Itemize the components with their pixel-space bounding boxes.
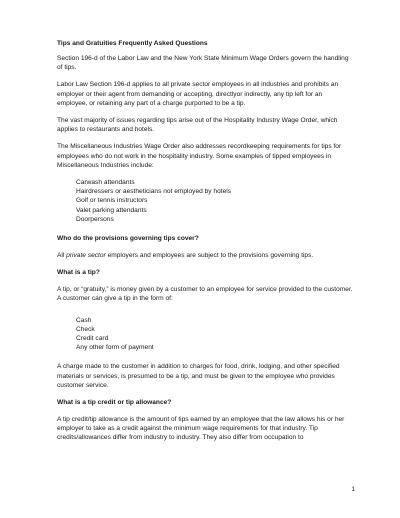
intro-paragraph-3: The vast majority of issues regarding tips arise out of the Hospitality Industry Wage Order, which applies to restaurants and hotels. bbox=[57, 117, 338, 134]
list-item: Doorpersons bbox=[76, 215, 114, 223]
page-number: 1 bbox=[351, 486, 355, 493]
intro-paragraph-4: The Miscellaneous Industries Wage Order also addresses recordkeeping requirements for tips for employees who do not work in the hospitality industry. Some examples of tipped employees in Miscellaneous Industries include: bbox=[57, 143, 342, 169]
document-title: Tips and Gratuities Frequently Asked Questions bbox=[57, 40, 208, 47]
intro-paragraph-2: Labor Law Section 196-d applies to all private sector employees in all industries and prohibits an employer or their agent from demanding or accepting, directlyor indirectly, any tip left for an employee, or retaining any part of a charge purported to be a tip. bbox=[57, 81, 339, 107]
list-item: Check bbox=[76, 325, 95, 333]
charge-note-paragraph: A charge made to the customer in addition to charges for food, drink, lodging, and other specified materials or services, is presumed to be a tip, and must be given to the employee who provides customer service. bbox=[57, 363, 340, 389]
list-item: Cash bbox=[76, 316, 92, 324]
question-tip-heading: What is a tip? bbox=[57, 269, 100, 277]
tip-credit-answer: A tip credit/tip allowance is the amount of tips earned by an employee that the law allows his or her employer to take as a credit against the minimum wage requirements for that industry. Tip credits/allowances differ from industry to industry. They also differ from occupation to bbox=[57, 416, 345, 442]
coverage-answer-suffix: employers and employees are subject to the provisions governing tips. bbox=[105, 252, 314, 260]
question-coverage-heading: Who do the provisions governing tips cover? bbox=[57, 235, 199, 243]
intro-paragraph-1: Section 196-d of the Labor Law and the New York State Minimum Wage Orders govern the handling of tips. bbox=[57, 55, 349, 72]
misc-examples-list bbox=[76, 178, 354, 224]
list-item: Golf or tennis instructors bbox=[76, 197, 148, 205]
list-item: Credit card bbox=[76, 335, 109, 343]
question-tip-credit-heading: What is a tip credit or tip allowance? bbox=[57, 399, 172, 407]
coverage-answer bbox=[57, 251, 354, 260]
coverage-answer-emphasis: private sector bbox=[66, 252, 106, 260]
list-item: Carwash attendants bbox=[76, 179, 135, 187]
coverage-answer-prefix: All bbox=[57, 252, 67, 260]
list-item: Hairdressers or aestheticians not employed by hotels bbox=[76, 188, 232, 196]
list-item: Any other form of payment bbox=[76, 344, 154, 352]
tip-definition: A tip, or “gratuity,” is money given by a customer to an employee for service provided to the customer. A customer can give a tip in the form of: bbox=[57, 286, 353, 303]
tip-forms-list bbox=[76, 316, 354, 353]
list-item: Valet parking attendants bbox=[76, 206, 147, 214]
